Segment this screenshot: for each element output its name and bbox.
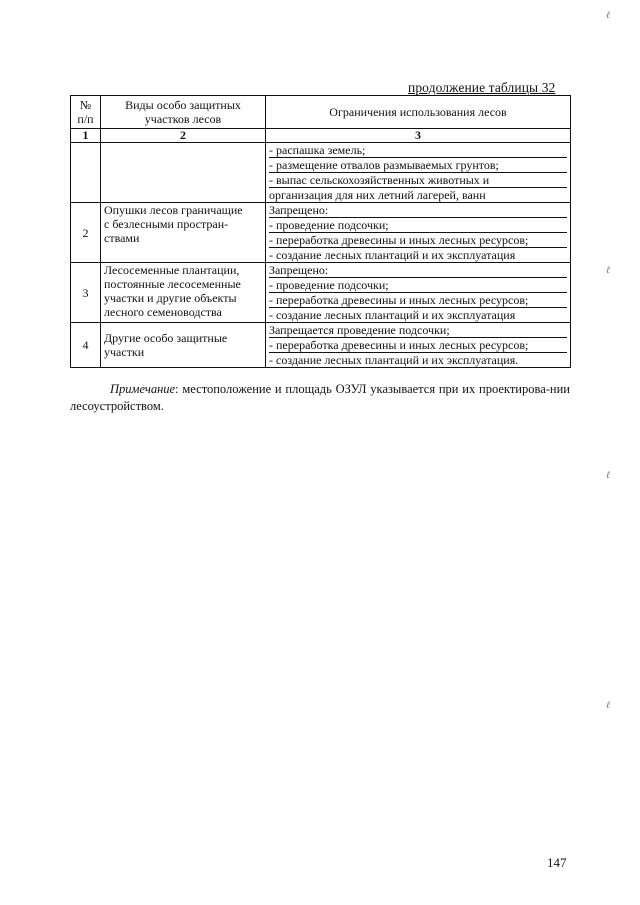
restriction-line: - создание лесных плантаций и их эксплуатация <box>269 308 516 322</box>
restriction-line: Запрещено: <box>269 203 567 218</box>
type-line: ствами <box>104 231 140 245</box>
table-row <box>71 143 571 203</box>
column-number: 3 <box>266 129 571 143</box>
type-line: участки <box>104 345 145 359</box>
restriction-line: - создание лесных плантаций и их эксплуатация. <box>269 353 519 367</box>
restriction-line: организация для них летний лагерей, ванн <box>269 188 486 202</box>
row-number <box>71 143 101 203</box>
row-type <box>101 263 266 323</box>
row-restrictions <box>266 323 571 368</box>
table-row <box>71 323 571 368</box>
page-number: 147 <box>547 855 567 870</box>
type-line: участки и другие объекты <box>104 291 237 305</box>
column-number: 2 <box>101 129 266 143</box>
row-restrictions <box>266 203 571 263</box>
restriction-line: Запрещается проведение подсочки; <box>269 323 567 338</box>
restriction-line: - переработка древесины и иных лесных ресурсов; <box>269 338 567 353</box>
restriction-line: - переработка древесины и иных лесных ресурсов; <box>269 233 567 248</box>
type-line: Другие особо защитные <box>104 331 228 345</box>
row-restrictions <box>266 143 571 203</box>
margin-mark: ℓ <box>606 470 611 481</box>
type-line: Опушки лесов граничащие <box>104 203 243 217</box>
table-header-row <box>71 96 571 129</box>
table-note <box>70 381 570 415</box>
row-type <box>101 323 266 368</box>
type-line: постоянные лесосеменные <box>104 277 241 291</box>
column-number-row <box>71 129 571 143</box>
restriction-line: - размещение отвалов размываемых грунтов; <box>269 158 567 173</box>
type-line: с безлесными простран- <box>104 217 229 231</box>
restriction-line: - проведение подсочки; <box>269 278 567 293</box>
row-number: 3 <box>71 263 101 323</box>
header-restrictions: Ограничения использования лесов <box>266 96 571 129</box>
header-type <box>101 96 266 129</box>
header-number-line1: № <box>79 98 92 112</box>
header-number-line2: п/п <box>77 112 94 126</box>
type-line: Лесосеменные плантации, <box>104 263 240 277</box>
margin-mark: ℓ <box>606 10 611 21</box>
restrictions-table <box>70 95 571 368</box>
header-type-line1: Виды особо защитных <box>125 98 241 112</box>
row-type <box>101 143 266 203</box>
row-type <box>101 203 266 263</box>
column-number: 1 <box>71 129 101 143</box>
note-text: : местоположение и площадь ОЗУЛ указывается при их проектирова-нии лесоустройством. <box>70 382 570 413</box>
type-line: лесного семеноводства <box>104 305 222 319</box>
table-caption: продолжение таблицы 32 <box>408 80 556 95</box>
restriction-line: - создание лесных плантаций и их эксплуатация <box>269 248 516 262</box>
note-label: Примечание <box>110 382 176 396</box>
table-row <box>71 263 571 323</box>
header-number <box>71 96 101 129</box>
margin-mark: ℓ <box>606 700 611 711</box>
margin-mark: ℓ <box>606 265 611 276</box>
restriction-line: - проведение подсочки; <box>269 218 567 233</box>
restriction-line: - переработка древесины и иных лесных ресурсов; <box>269 293 567 308</box>
restriction-line: Запрещено: <box>269 263 567 278</box>
restriction-line: - выпас сельскохозяйственных животных и <box>269 173 567 188</box>
row-restrictions <box>266 263 571 323</box>
row-number: 4 <box>71 323 101 368</box>
table-row <box>71 203 571 263</box>
header-type-line2: участков лесов <box>144 112 222 126</box>
row-number: 2 <box>71 203 101 263</box>
restriction-line: - распашка земель; <box>269 143 567 158</box>
